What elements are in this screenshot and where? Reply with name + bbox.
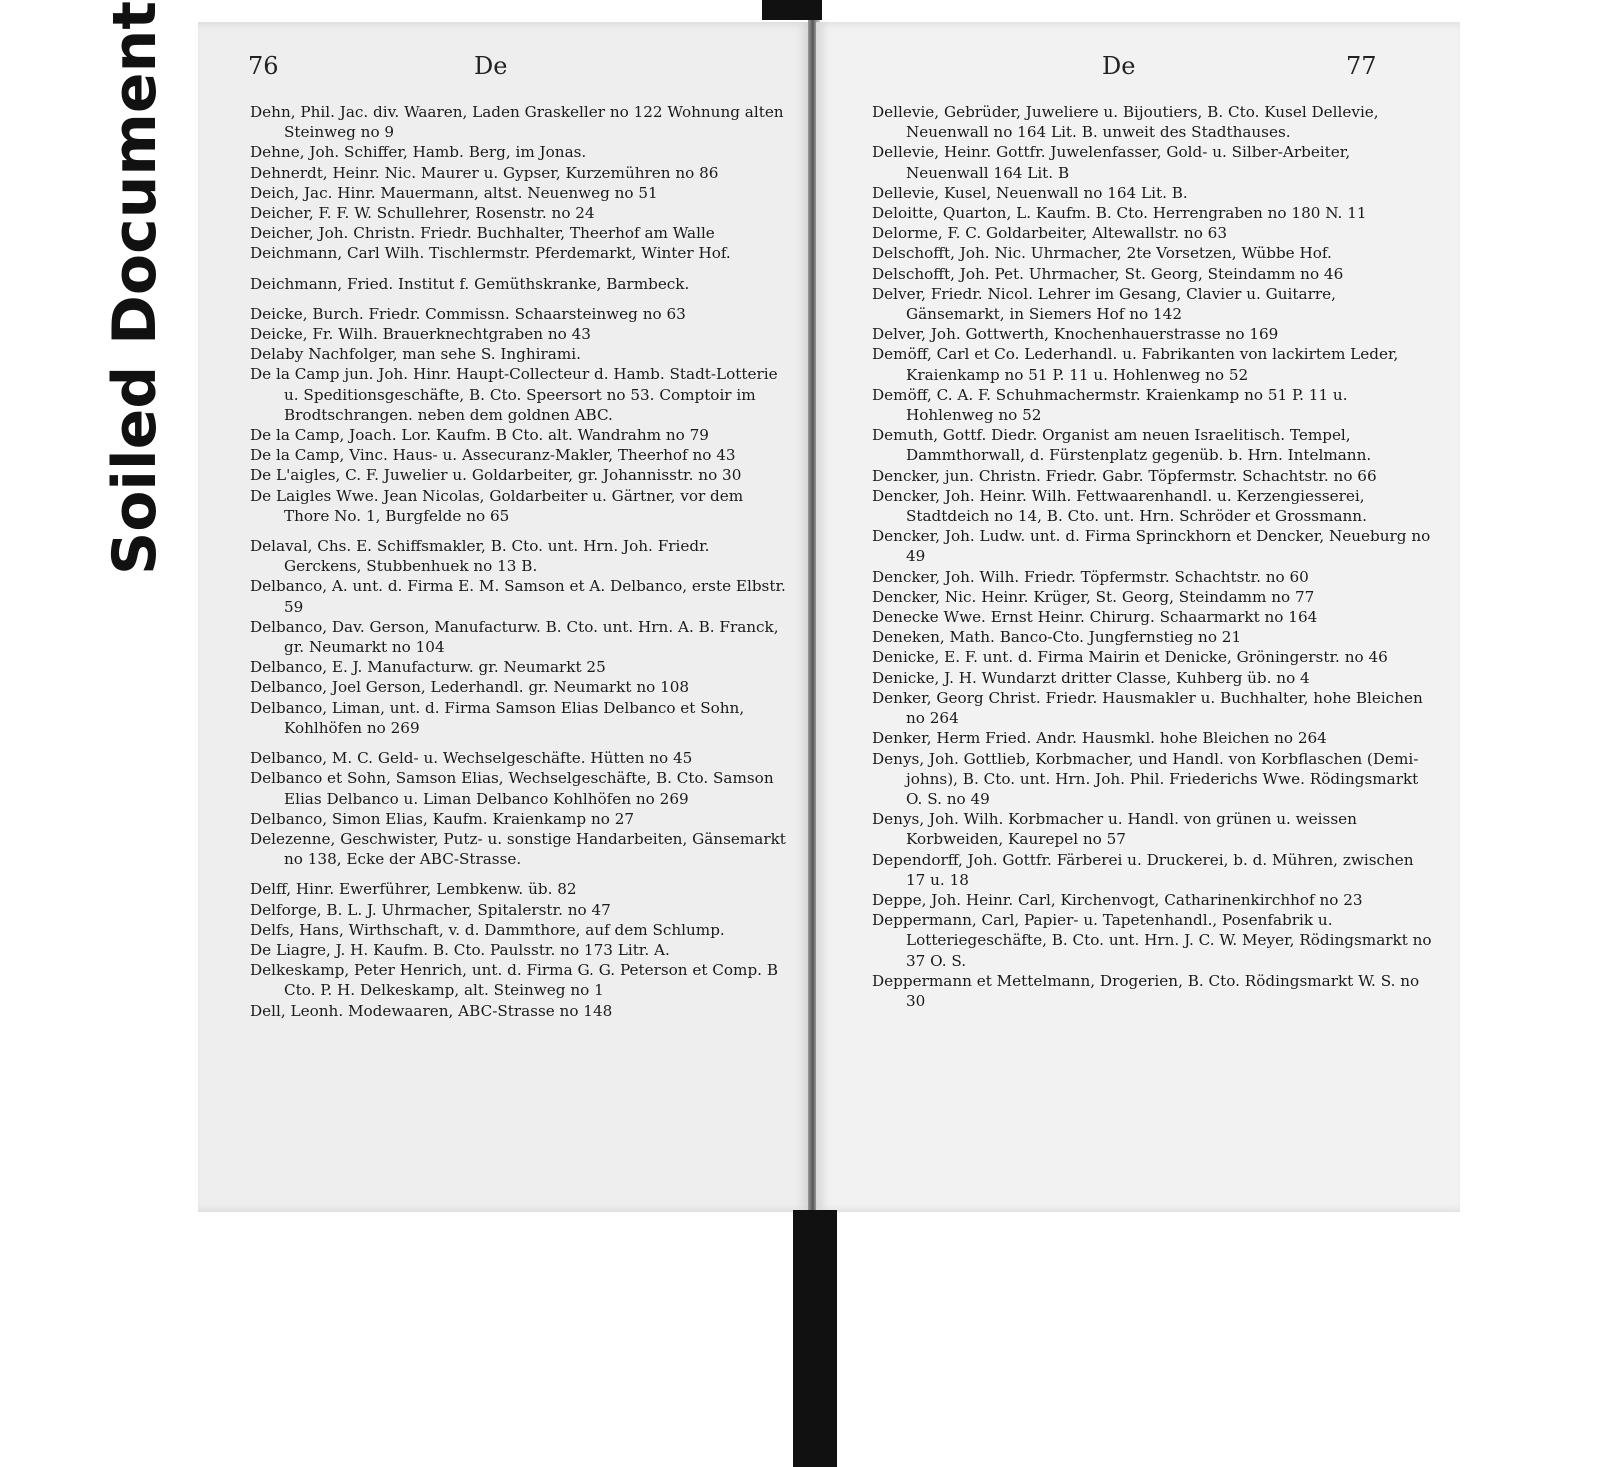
directory-entry: Deichmann, Carl Wilh. Tischlermstr. Pferdemarkt, Winter Hof.	[250, 244, 731, 263]
directory-entry: De Laigles Wwe. Jean Nicolas, Goldarbeiter u. Gärtner, vor dem Thore No. 1, Burgfelde no 65	[250, 486, 744, 525]
running-head: De	[1102, 52, 1136, 80]
directory-entry: Delbanco, E. J. Manufacturw. gr. Neumarkt 25	[250, 658, 606, 677]
directory-entry: Deneken, Math. Banco-Cto. Jungfernstieg no 21	[872, 628, 1242, 647]
directory-entry: Delaby Nachfolger, man sehe S. Inghirami.	[250, 345, 581, 364]
directory-entry: Deicher, F. F. W. Schullehrer, Rosenstr. no 24	[250, 204, 595, 223]
directory-entry: Delkeskamp, Peter Henrich, unt. d. Firma G. G. Peterson et Comp. B Cto. P. H. Delkeskamp, alt. Steinweg no 1	[250, 961, 778, 1000]
directory-entry: Delbanco, Dav. Gerson, Manufacturw. B. Cto. unt. Hrn. A. B. Franck, gr. Neumarkt no 104	[250, 617, 779, 657]
directory-entry: Delschofft, Joh. Pet. Uhrmacher, St. Georg, Steindamm no 46	[872, 264, 1344, 283]
directory-entry: Delbanco et Sohn, Samson Elias, Wechselgeschäfte, B. Cto. Samson Elias Delbanco u. Liman Delbanco Kohlhöfen no 269	[250, 769, 774, 808]
directory-entry: Deich, Jac. Hinr. Mauermann, altst. Neuenweg no 51	[250, 183, 658, 202]
directory-entry: Denecke Wwe. Ernst Heinr. Chirurg. Schaarmarkt no 164	[872, 608, 1318, 627]
directory-entries	[250, 102, 790, 1021]
directory-entry: Denys, Joh. Gottlieb, Korbmacher, und Handl. von Korbflaschen (Demi-johns), B. Cto. unt. Hrn. Joh. Phil. Friederichs Wwe. Rödingsmarkt O. S. no 49	[872, 749, 1419, 808]
directory-entry: Denicke, E. F. unt. d. Firma Mairin et Denicke, Gröningerstr. no 46	[872, 648, 1388, 667]
right-page	[816, 22, 1460, 1212]
directory-entry: Dellevie, Heinr. Gottfr. Juwelenfasser, Gold- u. Silber-Arbeiter, Neuenwall 164 Lit. B	[872, 143, 1351, 182]
binding-strip-bottom	[793, 1210, 837, 1467]
directory-entry: Delbanco, Simon Elias, Kaufm. Kraienkamp no 27	[250, 809, 635, 828]
directory-entry: Delbanco, A. unt. d. Firma E. M. Samson et A. Delbanco, erste Elbstr. 59	[250, 577, 786, 616]
directory-entry: Delorme, F. C. Goldarbeiter, Altewallstr. no 63	[872, 224, 1228, 243]
directory-entry: Deicke, Fr. Wilh. Brauerknechtgraben no 43	[250, 325, 591, 344]
left-page	[198, 22, 810, 1212]
directory-entry: Dellevie, Kusel, Neuenwall no 164 Lit. B.	[872, 183, 1188, 202]
directory-entry: Denys, Joh. Wilh. Korbmacher u. Handl. von grünen u. weissen Korbweiden, Kaurepel no 57	[872, 810, 1357, 849]
directory-entry: Deloitte, Quarton, L. Kaufm. B. Cto. Herrengraben no 180 N. 11	[872, 204, 1367, 223]
directory-entry: De la Camp jun. Joh. Hinr. Haupt-Collecteur d. Hamb. Stadt-Lotterie u. Speditionsgeschäfte, B. Cto. Speersort no 53. Comptoir im Brodtschrangen. neben dem goldnen ABC.	[250, 365, 778, 424]
directory-entry: Delbanco, M. C. Geld- u. Wechselgeschäfte. Hütten no 45	[250, 749, 693, 768]
directory-entry: Delbanco, Liman, unt. d. Firma Samson Elias Delbanco et Sohn, Kohlhöfen no 269	[250, 698, 745, 737]
directory-entry: Delaval, Chs. E. Schiffsmakler, B. Cto. unt. Hrn. Joh. Friedr. Gerckens, Stubbenhuek no 13 B.	[250, 537, 710, 576]
soiled-document-stamp: Soiled Document	[100, 0, 170, 575]
directory-entry: Dehne, Joh. Schiffer, Hamb. Berg, im Jonas.	[250, 143, 587, 162]
directory-entry: Demöff, Carl et Co. Lederhandl. u. Fabrikanten von lackirtem Leder, Kraienkamp no 51 P. 11 u. Hohlenweg no 52	[872, 345, 1399, 384]
directory-entry: Delbanco, Joel Gerson, Lederhandl. gr. Neumarkt no 108	[250, 678, 690, 697]
directory-entry: Dencker, Joh. Wilh. Friedr. Töpfermstr. Schachtstr. no 60	[872, 567, 1309, 586]
directory-entry: Deicke, Burch. Friedr. Commissn. Schaarsteinweg no 63	[250, 304, 686, 323]
directory-entry: De la Camp, Vinc. Haus- u. Assecuranz-Makler, Theerhof no 43	[250, 446, 736, 465]
directory-entry: Deichmann, Fried. Institut f. Gemüthskranke, Barmbeck.	[250, 274, 690, 293]
directory-entry: Demuth, Gottf. Diedr. Organist am neuen Israelitisch. Tempel, Dammthorwall, d. Fürstenplatz gegenüb. b. Hrn. Intelmann.	[872, 426, 1372, 465]
directory-entry: Deppermann, Carl, Papier- u. Tapetenhandl., Posenfabrik u. Lotteriegeschäfte, B. Cto. unt. Hrn. J. C. W. Meyer, Rödingsmarkt no 37 O. S.	[872, 911, 1432, 970]
directory-entry: Demöff, C. A. F. Schuhmachermstr. Kraienkamp no 51 P. 11 u. Hohlenweg no 52	[872, 385, 1348, 425]
directory-entries	[872, 102, 1432, 1011]
directory-entry: Dencker, Joh. Ludw. unt. d. Firma Sprinckhorn et Dencker, Neueburg no 49	[872, 527, 1431, 566]
directory-entry: Dencker, jun. Christn. Friedr. Gabr. Töpfermstr. Schachtstr. no 66	[872, 466, 1377, 485]
page-number: 76	[248, 52, 279, 80]
directory-entry: Delschofft, Joh. Nic. Uhrmacher, 2te Vorsetzen, Wübbe Hof.	[872, 244, 1332, 263]
directory-entry: Delforge, B. L. J. Uhrmacher, Spitalerstr. no 47	[250, 900, 611, 919]
directory-entry: De la Camp, Joach. Lor. Kaufm. B Cto. alt. Wandrahm no 79	[250, 426, 709, 445]
page-number: 77	[1346, 52, 1377, 80]
directory-entry: Deppermann et Mettelmann, Drogerien, B. Cto. Rödingsmarkt W. S. no 30	[872, 971, 1420, 1010]
directory-entry: De Liagre, J. H. Kaufm. B. Cto. Paulsstr. no 173 Litr. A.	[250, 940, 670, 959]
directory-entry: Dependorff, Joh. Gottfr. Färberei u. Druckerei, b. d. Mühren, zwischen 17 u. 18	[872, 850, 1414, 889]
directory-entry: Dencker, Joh. Heinr. Wilh. Fettwaarenhandl. u. Kerzengiesserei, Stadtdeich no 14, B. Cto. unt. Hrn. Schröder et Grossmann.	[872, 486, 1367, 526]
directory-entry: Deicher, Joh. Christn. Friedr. Buchhalter, Theerhof am Walle	[250, 224, 715, 243]
directory-entry: De L'aigles, C. F. Juwelier u. Goldarbeiter, gr. Johannisstr. no 30	[250, 466, 742, 485]
directory-entry: Delezenne, Geschwister, Putz- u. sonstige Handarbeiten, Gänsemarkt no 138, Ecke der ABC-Strasse.	[250, 829, 786, 869]
directory-entry: Dencker, Nic. Heinr. Krüger, St. Georg, Steindamm no 77	[872, 587, 1315, 606]
directory-entry: Deppe, Joh. Heinr. Carl, Kirchenvogt, Catharinenkirchhof no 23	[872, 890, 1363, 909]
binding-strip-top	[762, 0, 822, 20]
directory-entry: Dellevie, Gebrüder, Juweliere u. Bijoutiers, B. Cto. Kusel Dellevie, Neuenwall no 164 Lit. B. unweit des Stadthauses.	[872, 103, 1379, 142]
directory-entry: Dell, Leonh. Modewaaren, ABC-Strasse no 148	[250, 1001, 613, 1020]
directory-entry: Denker, Herm Fried. Andr. Hausmkl. hohe Bleichen no 264	[872, 729, 1327, 748]
directory-entry: Dehnerdt, Heinr. Nic. Maurer u. Gypser, Kurzemühren no 86	[250, 163, 719, 182]
directory-entry: Denker, Georg Christ. Friedr. Hausmakler u. Buchhalter, hohe Bleichen no 264	[872, 688, 1423, 728]
directory-entry: Delver, Friedr. Nicol. Lehrer im Gesang, Clavier u. Guitarre, Gänsemarkt, in Siemers Hof no 142	[872, 284, 1336, 324]
directory-entry: Delver, Joh. Gottwerth, Knochenhauerstrasse no 169	[872, 325, 1279, 344]
directory-entry: Delff, Hinr. Ewerführer, Lembkenw. üb. 82	[250, 880, 577, 899]
running-head: De	[474, 52, 508, 80]
directory-entry: Dehn, Phil. Jac. div. Waaren, Laden Graskeller no 122 Wohnung alten Steinweg no 9	[250, 103, 784, 142]
directory-entry: Denicke, J. H. Wundarzt dritter Classe, Kuhberg üb. no 4	[872, 668, 1310, 687]
directory-entry: Delfs, Hans, Wirthschaft, v. d. Dammthore, auf dem Schlump.	[250, 920, 725, 939]
